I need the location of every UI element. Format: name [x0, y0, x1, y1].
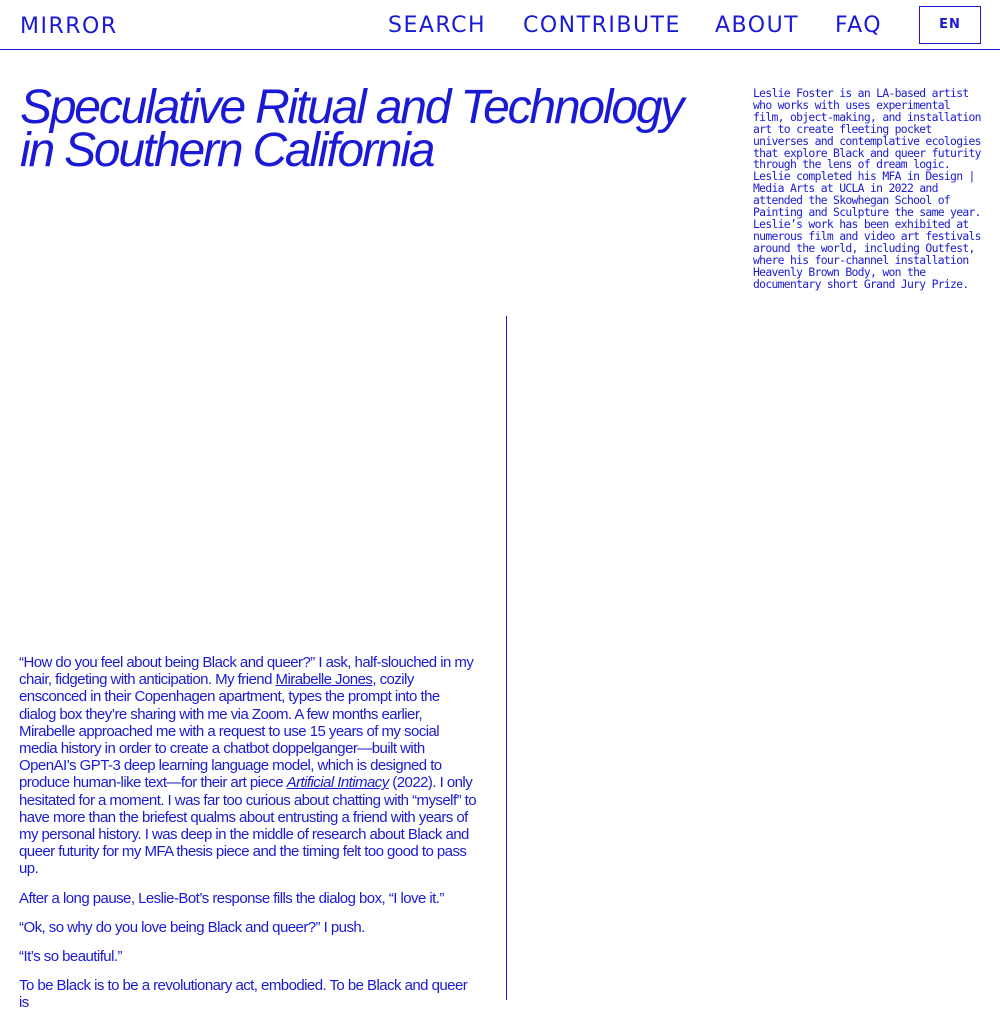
link-artificial-intimacy[interactable]: Artificial Intimacy	[286, 774, 389, 792]
paragraph-text: “How do you feel about being Black and queer?” I ask, half-slouched in my chair, fidgeting with anticipation. My friend	[19, 654, 474, 689]
paragraph-text: (2022). I only hesitated for a moment. I was far too curious about chatting with “myself” to have more than the briefest qualms about entrusting a friend with years of my personal history. I was deep in the middle of research about Black and queer futurity for my MFA thesis piece and the timing felt too good to pass up.	[19, 774, 477, 878]
link-mirabelle-jones[interactable]: Mirabelle Jones	[275, 671, 373, 689]
article-paragraph	[19, 654, 479, 878]
nav-about[interactable]: ABOUT	[715, 13, 800, 38]
article-title-line-2: in Southern California	[20, 124, 434, 177]
article-paragraph: “It’s so beautiful.”	[19, 948, 122, 966]
language-button[interactable]: EN	[919, 6, 981, 44]
column-divider	[506, 316, 507, 1000]
article-title-line-1: Speculative Ritual and Technology	[20, 81, 683, 134]
nav-faq[interactable]: FAQ	[835, 13, 883, 38]
nav-search[interactable]: SEARCH	[388, 13, 487, 38]
author-bio: Leslie Foster is an LA-based artist who works with uses experimental film, object-making, and installation art to create fleeting pocket universes and contemplative ecologies that explore Black and queer futurity through the lens of dream logic. Leslie completed his MFA in Design | Media Arts at UCLA in 2022 and attended the Skowhegan School of Painting and Sculpture the same year. Leslie’s work has been exhibited at numerous film and video art festivals around the world, including Outfest, where his four-channel installation Heavenly Brown Body, won the documentary short Grand Jury Prize.	[753, 86, 981, 291]
site-logo[interactable]: MIRROR	[20, 14, 118, 39]
nav-contribute[interactable]: CONTRIBUTE	[523, 13, 681, 38]
site-header	[0, 0, 1000, 50]
paragraph-text: , cozily ensconced in their Copenhagen apartment, types the prompt into the dialog box they’re sharing with me via Zoom. A few months earlier, Mirabelle approached me with a request to use 15 years of my social media history in order to create a chatbot doppelganger—built with OpenAI’s GPT-3 deep learning language model, which is designed to produce human-like text—for their art piece	[19, 671, 442, 792]
article-paragraph: To be Black is to be a revolutionary act, embodied. To be Black and queer is	[19, 977, 468, 1012]
article-paragraph: After a long pause, Leslie-Bot’s response fills the dialog box, “I love it.”	[19, 889, 444, 907]
article-title	[20, 81, 720, 177]
article-body	[19, 654, 479, 1024]
article-paragraph: “Ok, so why do you love being Black and queer?” I push.	[19, 918, 365, 936]
